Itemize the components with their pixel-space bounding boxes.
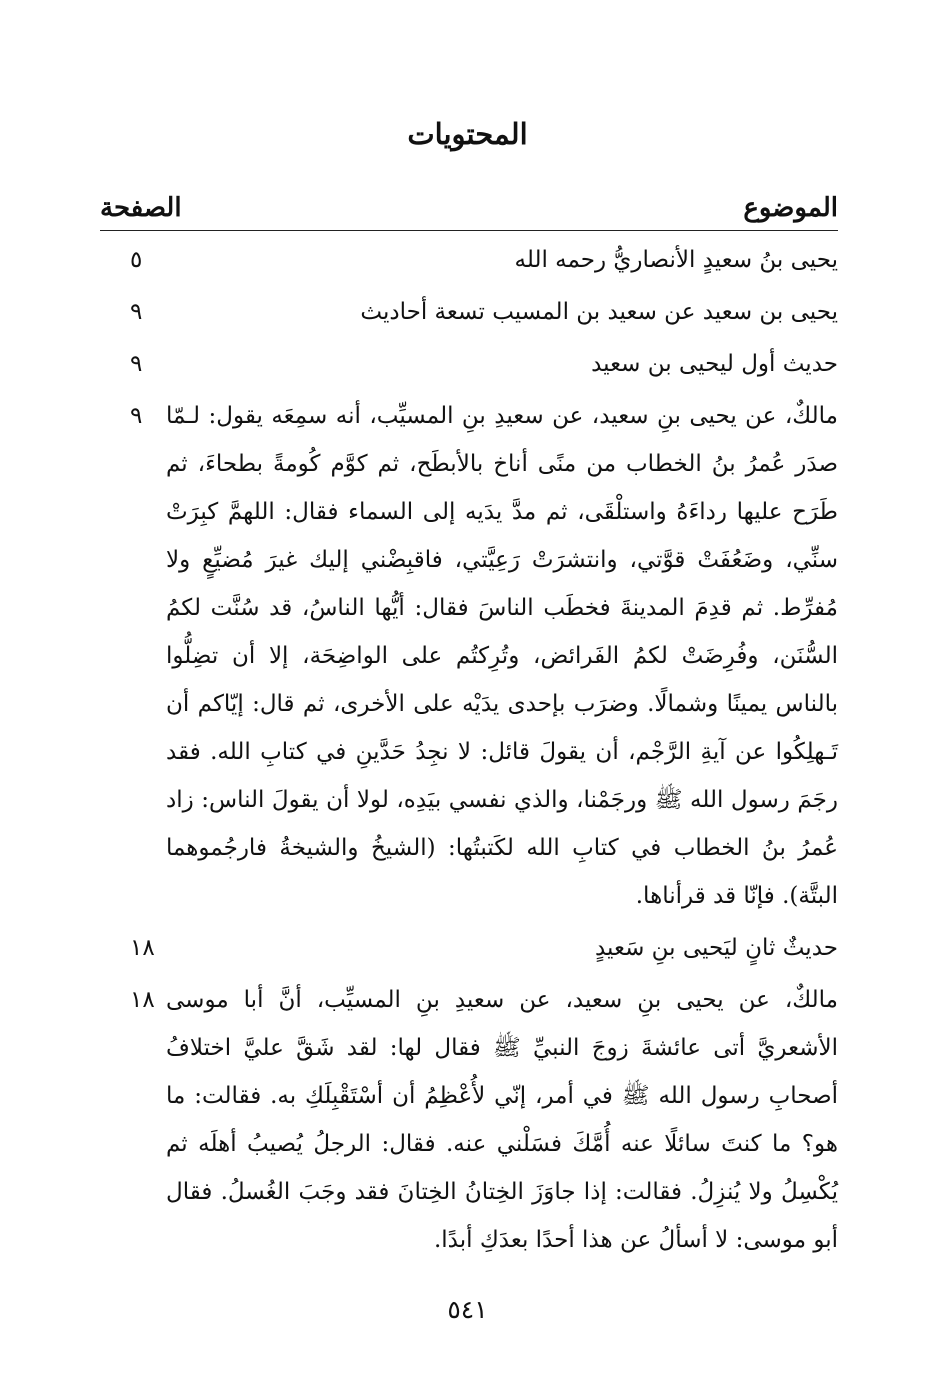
entry-page-number: ٥ — [130, 247, 143, 273]
entry-page-number: ٩ — [130, 351, 143, 377]
entry-page-number: ٩ — [130, 299, 143, 325]
entry-page-number: ٩ — [130, 403, 143, 429]
contents-list — [100, 236, 838, 1264]
entry-text: يحيى بنُ سعيدٍ الأنصاريُّ رحمه الله — [514, 247, 838, 273]
entry-page-number: ١٨ — [130, 987, 155, 1013]
toc-entry — [100, 392, 838, 920]
page-column-header: الصفحة — [100, 193, 182, 223]
entry-text: حديثٌ ثانٍ ليَحيى بنِ سَعيدٍ — [594, 935, 838, 961]
page-number: ٥٤١ — [447, 1295, 488, 1324]
toc-entry — [100, 236, 838, 284]
entry-text: يحيى بن سعيد عن سعيد بن المسيب تسعة أحاديث — [360, 299, 838, 325]
topic-column-header: الموضوع — [743, 193, 838, 223]
toc-entry — [100, 976, 838, 1264]
toc-entry — [100, 288, 838, 336]
toc-entry — [100, 924, 838, 972]
header-divider — [100, 230, 838, 231]
entry-text: مالكٌ، عن يحيى بنِ سعيد، عن سعيدِ بنِ المسيِّب، أنه سمِعَه يقول: لـمّا صدَر عُمرُ بنُ الخطاب من منًى أناخ بالأبطَح، ثم كوَّم كُومةً بطحاءَ، ثم طَرَح عليها رداءَهُ واستلْقَى، ثم مدَّ يدَيه إلى السماء فقال: اللهمَّ كبِرَتْ سنِّي، وضَعُفَتْ قوَّتي، وانتشرَتْ رَعِيَّتي، فاقبِضْني إليك غيرَ مُضيِّعٍ ولا مُفرِّط. ثم قدِمَ المدينةَ فخطَب الناسَ فقال: أيُّها الناسُ، قد سُنَّت لكمُ السُّنَن، وفُرِضَتْ لكمُ الفَرائض، وتُرِكتُم على الواضِحَة، إلا أن تضِلُّوا بالناس يمينًا وشمالًا. وضرَب بإحدى يدَيْه على الأخرى، ثم قال: إيّاكم أن تَـهلِكُوا عن آيةِ الرَّجْم، أن يقولَ قائل: لا نجِدُ حَدَّينِ في كتابِ الله. فقد رجَمَ رسول الله ﷺ ورجَمْنا، والذي نفسي بيَدِه، لولا أن يقولَ الناس: زاد عُمرُ بنُ الخطاب في كتابِ الله لكَتبتُها: (الشيخُ والشيخةُ فارجُموهما البتَّة). فإنّا قد قرأناها. — [166, 403, 838, 909]
toc-entry — [100, 340, 838, 388]
page-title: المحتويات — [407, 117, 528, 151]
entry-page-number: ١٨ — [130, 935, 155, 961]
entry-text: حديث أول ليحيى بن سعيد — [591, 351, 838, 377]
entry-text: مالكٌ، عن يحيى بنِ سعيد، عن سعيدِ بنِ المسيِّب، أنَّ أبا موسى الأشعريَّ أتى عائشةَ زوجَ النبيِّ ﷺ فقال لها: لقد شَقَّ عليَّ اختلافُ أصحابِ رسول الله ﷺ في أمر، إنّي لأُعْظِمُ أن أسْتَقْبِلَكِ به. فقالت: ما هو؟ ما كنتَ سائلًا عنه أُمَّكَ فسَلْني عنه. فقال: الرجلُ يُصيبُ أهلَه ثم يُكْسِلُ ولا يُنزِلُ. فقالت: إذا جاوَزَ الخِتانُ الخِتانَ فقد وجَبَ الغُسلُ. فقال أبو موسى: لا أسألُ عن هذا أحدًا بعدَكِ أبدًا. — [166, 987, 838, 1253]
